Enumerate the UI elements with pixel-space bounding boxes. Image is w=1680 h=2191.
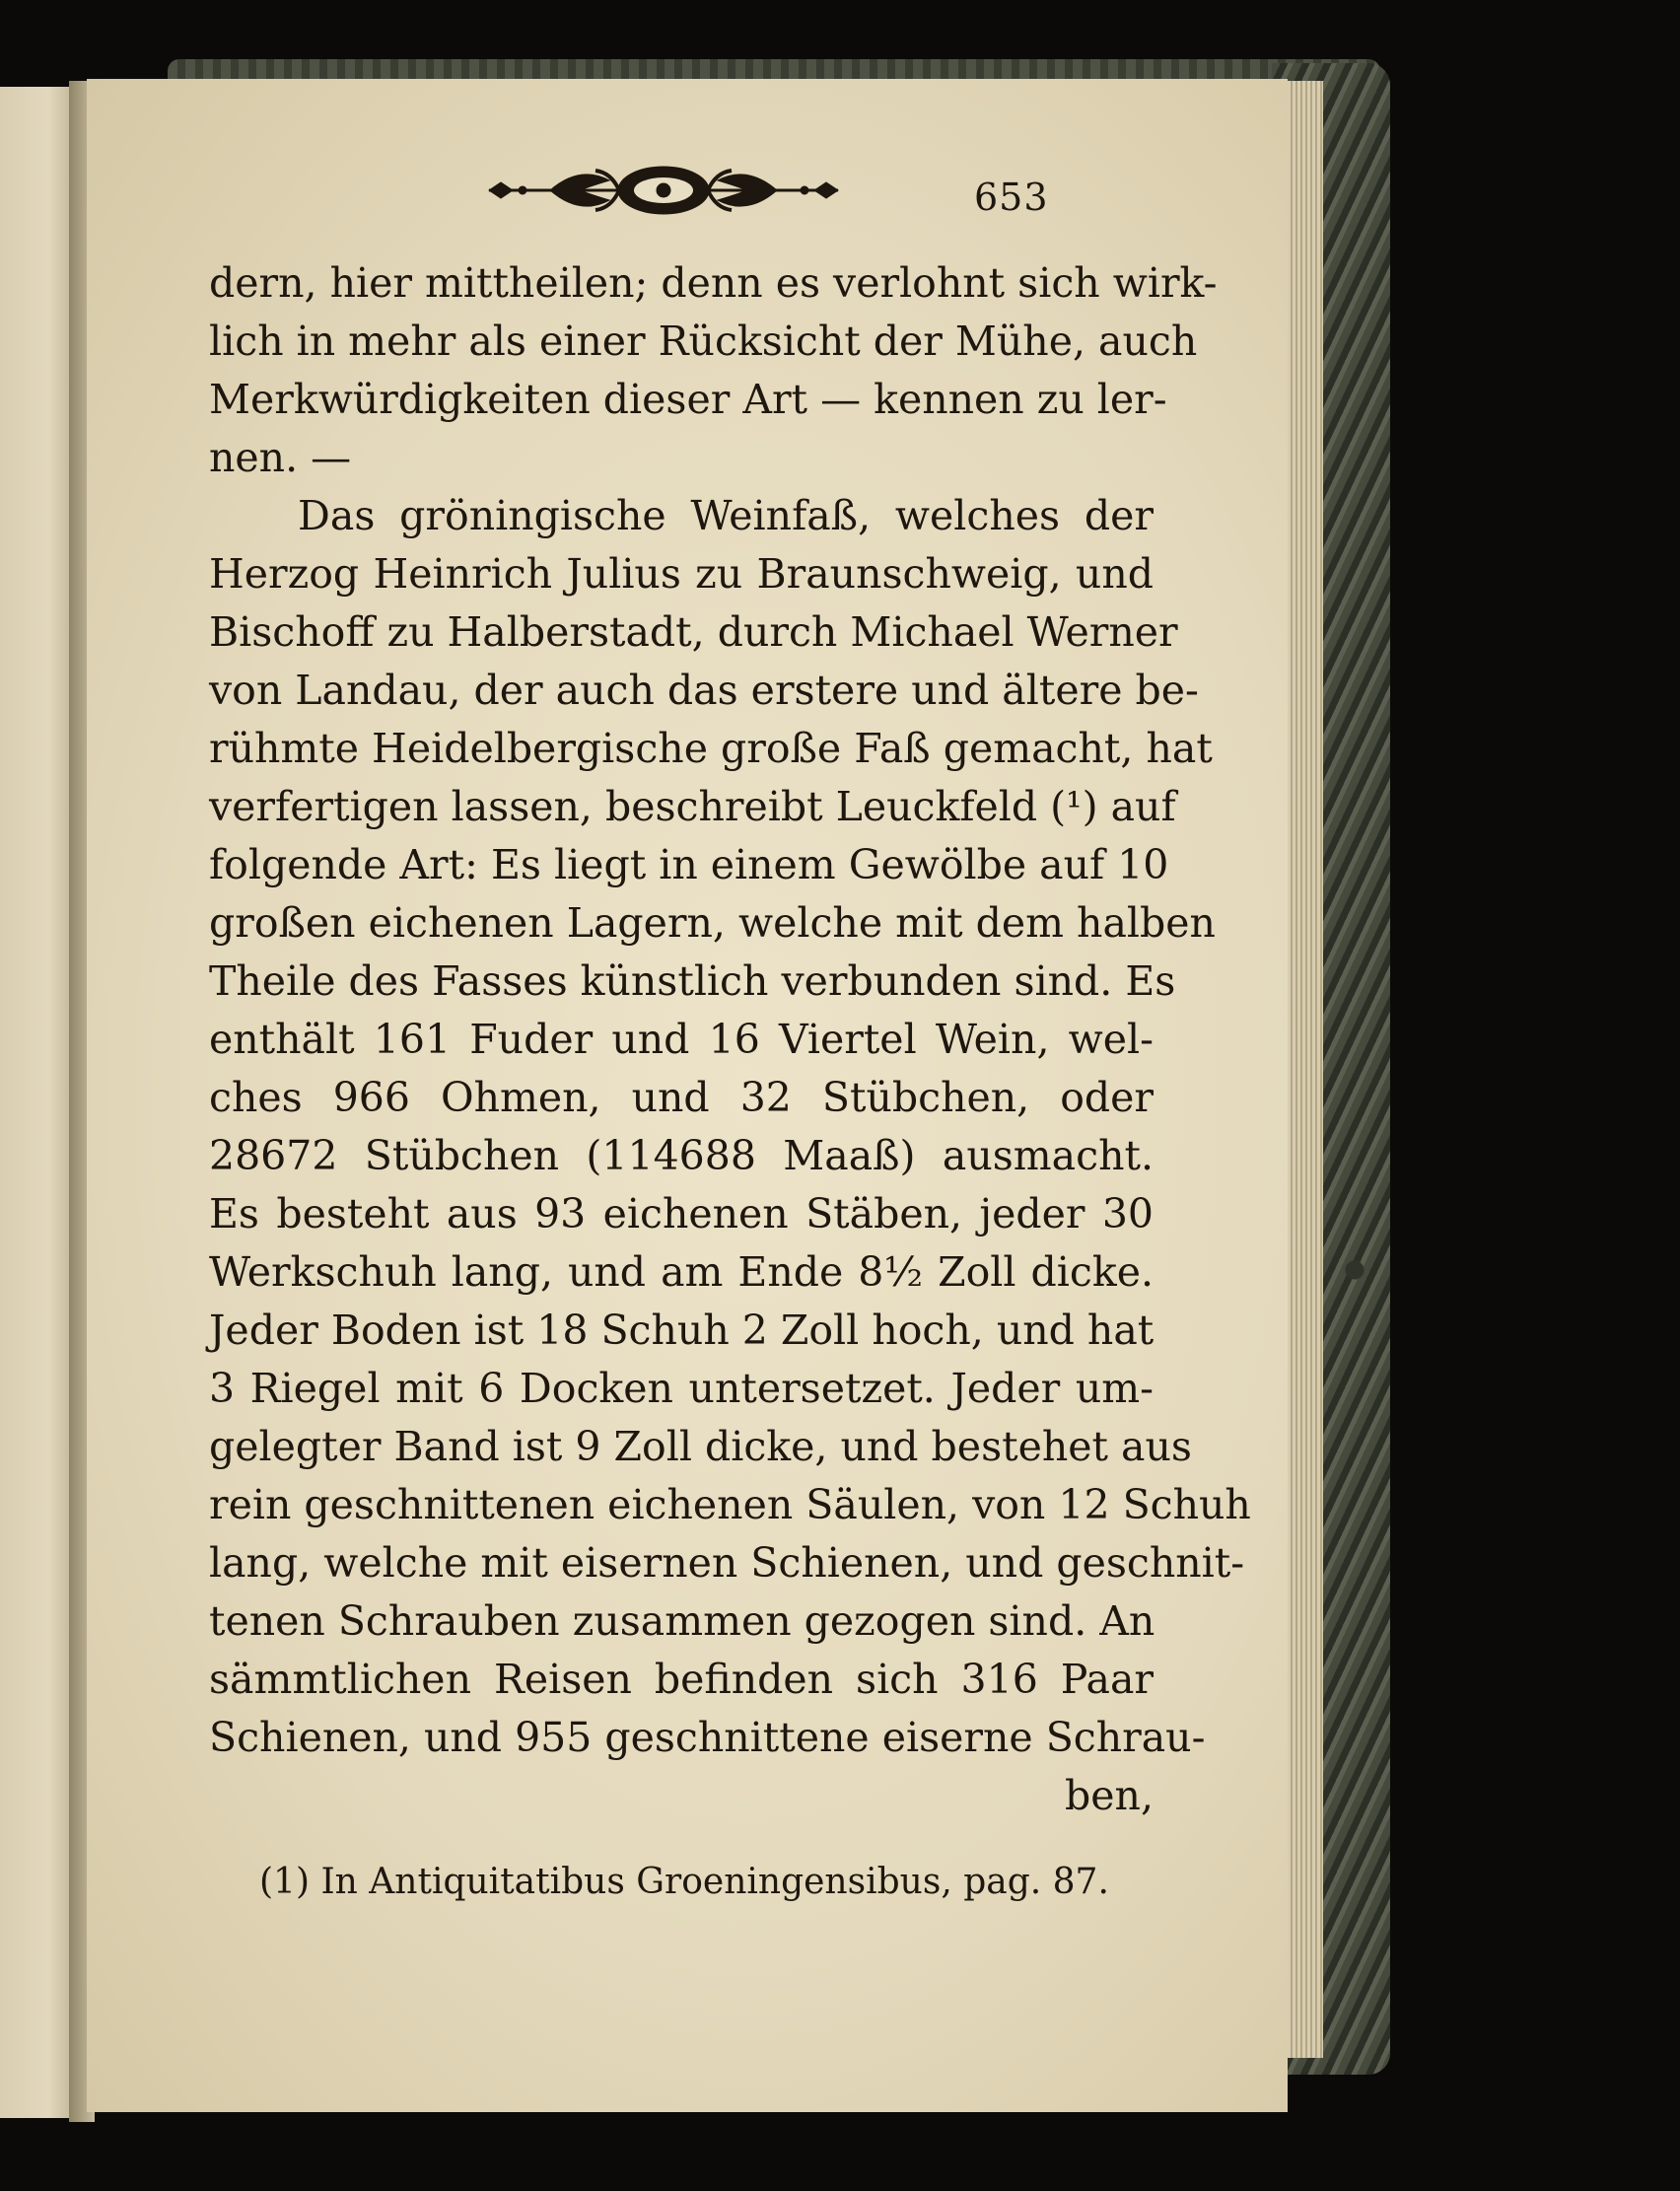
text-line: 3 Riegel mit 6 Docken untersetzet. Jeder um- (209, 1365, 1154, 1412)
text-line: lang, welche mit eisernen Schienen, und geschnit- (209, 1539, 1245, 1587)
text-line: dern, hier mittheilen; denn es verlohnt sich wirk- (209, 259, 1218, 307)
text-line: Werkschuh lang, und am Ende 8½ Zoll dicke. (209, 1248, 1154, 1296)
text-line: großen eichenen Lagern, welche mit dem halben (209, 899, 1216, 947)
book-page (87, 79, 1288, 2112)
text-line: Bischoff zu Halberstadt, durch Michael Werner (209, 608, 1178, 656)
text-line: Das gröningische Weinfaß, welches der (298, 492, 1154, 539)
text-line: Schienen, und 955 geschnittene eiserne Schrau- (209, 1714, 1206, 1761)
body-text (209, 254, 1251, 1825)
text-line: tenen Schrauben zusammen gezogen sind. An (209, 1597, 1155, 1645)
text-line: rühmte Heidelbergische große Faß gemacht, hat (209, 725, 1213, 772)
text-line: lich in mehr als einer Rücksicht der Mühe, auch (209, 318, 1198, 365)
text-line: ches 966 Ohmen, und 32 Stübchen, oder (209, 1074, 1154, 1121)
text-line: gelegter Band ist 9 Zoll dicke, und bestehet aus (209, 1423, 1192, 1470)
decorative-headpiece-icon (481, 158, 846, 223)
text-line: Jeder Boden ist 18 Schuh 2 Zoll hoch, und hat (209, 1307, 1155, 1354)
text-line: verfertigen lassen, beschreibt Leuckfeld (¹) auf (209, 783, 1176, 830)
text-line: sämmtlichen Reisen befinden sich 316 Paar (209, 1656, 1154, 1703)
text-line: folgende Art: Es liegt in einem Gewölbe auf 10 (209, 841, 1169, 888)
text-line: Herzog Heinrich Julius zu Braunschweig, und (209, 550, 1154, 598)
text-line: Theile des Fasses künstlich verbunden sind. Es (209, 957, 1176, 1005)
text-line: nen. — (209, 434, 352, 481)
page-number: 653 (974, 176, 1049, 219)
catchword: ben, (1065, 1772, 1154, 1819)
text-line: 28672 Stübchen (114688 Maaß) ausmacht. (209, 1132, 1154, 1179)
text-line: von Landau, der auch das erstere und ältere be- (209, 667, 1199, 714)
text-line: enthält 161 Fuder und 16 Viertel Wein, wel- (209, 1016, 1154, 1063)
text-line: Merkwürdigkeiten dieser Art — kennen zu ler- (209, 376, 1167, 423)
text-line: rein geschnittenen eichenen Säulen, von 12 Schuh (209, 1481, 1251, 1528)
footnote: (1) In Antiquitatibus Groeningensibus, pag. 87. (259, 1862, 1109, 1902)
text-line: Es besteht aus 93 eichenen Stäben, jeder 30 (209, 1190, 1154, 1237)
